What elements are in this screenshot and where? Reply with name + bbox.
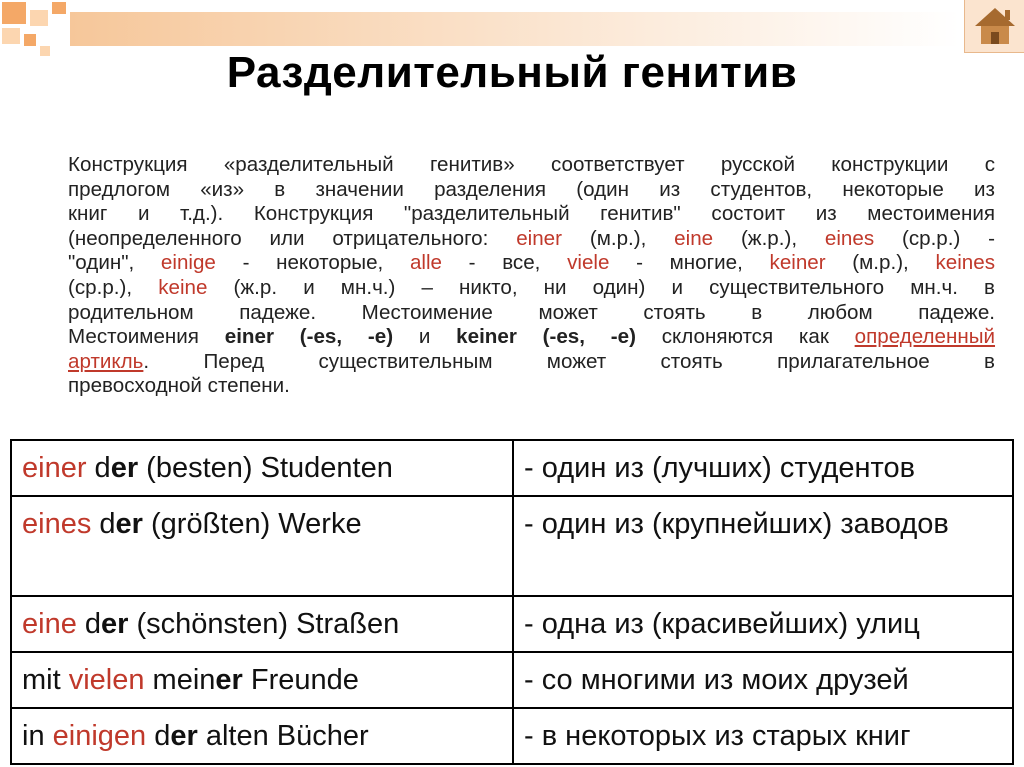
paragraph-line	[68, 325, 995, 350]
text-fragment: vielen	[68, 664, 145, 696]
text-fragment: - некоторые,	[215, 251, 410, 275]
text-fragment: (schönsten) Straßen	[128, 608, 400, 640]
text-fragment: eine	[22, 608, 77, 640]
text-fragment: (besten) Studenten	[138, 452, 393, 484]
text-fragment: d	[76, 608, 102, 640]
page-title: Разделительный генитив	[226, 48, 798, 97]
text-link[interactable]: артикль	[68, 349, 144, 373]
paragraph-line	[68, 202, 995, 227]
paragraph-line	[68, 178, 995, 203]
table-row	[11, 440, 1013, 496]
table-row	[11, 708, 1013, 764]
russian-translation-cell: - один из (лучших) студентов	[513, 440, 1013, 496]
text-fragment: viele	[567, 251, 610, 275]
text-fragment: einige	[160, 251, 216, 275]
text-fragment: - все,	[442, 251, 568, 275]
text-fragment: alle	[409, 251, 442, 275]
text-fragment: keiner	[769, 251, 826, 275]
description-paragraph	[68, 153, 995, 399]
text-fragment: (ж.р.),	[713, 226, 825, 250]
text-fragment: (ср.р.),	[68, 275, 159, 299]
text-fragment: (ср.р.) -	[874, 226, 996, 250]
paragraph-line	[68, 251, 995, 276]
text-fragment: mein	[144, 664, 216, 696]
text-fragment: (неопределенного или отрицательного:	[68, 226, 517, 250]
home-icon	[965, 0, 1024, 52]
text-fragment: eines	[824, 226, 875, 250]
text-fragment: склоняются как	[635, 325, 855, 349]
text-fragment: alten Bücher	[197, 720, 369, 752]
text-fragment: keine	[158, 275, 208, 299]
text-fragment: родительном падеже. Местоимение может стоять в любом падеже.	[68, 300, 995, 324]
german-phrase-cell	[11, 496, 513, 596]
text-fragment: keines	[935, 251, 995, 275]
text-link[interactable]: определенный	[854, 325, 996, 349]
text-fragment: "один",	[68, 251, 161, 275]
paragraph-line	[68, 153, 995, 178]
table-row	[11, 652, 1013, 708]
text-fragment: einer	[516, 226, 562, 250]
text-fragment: (м.р.),	[825, 251, 936, 275]
paragraph-line	[68, 301, 995, 326]
text-fragment: er	[110, 452, 139, 484]
russian-translation-cell: - со многими из моих друзей	[513, 652, 1013, 708]
text-fragment: in	[22, 720, 53, 752]
text-fragment: . Перед существительным может стоять прилагательное в	[143, 349, 995, 373]
german-phrase-cell	[11, 652, 513, 708]
paragraph-line	[68, 350, 995, 375]
text-fragment: Конструкция «разделительный генитив» соответствует русской конструкции с	[68, 153, 995, 176]
german-phrase-cell	[11, 440, 513, 496]
german-phrase-cell	[11, 708, 513, 764]
text-fragment: er	[115, 508, 143, 540]
text-fragment: Freunde	[242, 664, 359, 696]
decor-square	[24, 34, 36, 46]
decor-square	[2, 28, 20, 44]
german-phrase-cell	[11, 596, 513, 652]
examples-table	[10, 439, 1014, 765]
table-row	[11, 596, 1013, 652]
text-fragment: keiner (-es, -e)	[456, 325, 636, 349]
text-fragment: Местоимения	[68, 325, 225, 349]
text-fragment: d	[146, 720, 171, 752]
text-fragment: предлогом «из» в значении разделения (один из студентов, некоторые из	[68, 177, 995, 201]
text-fragment: превосходной степени.	[68, 374, 290, 398]
text-fragment: einer (-es, -e)	[224, 325, 394, 349]
paragraph-line	[68, 374, 995, 399]
paragraph-line	[68, 276, 995, 301]
text-fragment: (größten) Werke	[142, 508, 362, 540]
text-fragment: er	[170, 720, 198, 752]
text-fragment: er	[215, 664, 243, 696]
decor-square	[52, 2, 66, 14]
text-fragment: d	[86, 452, 111, 484]
text-fragment: mit	[22, 664, 69, 696]
header-band	[70, 12, 960, 46]
text-fragment: er	[101, 608, 129, 640]
text-fragment: einer	[22, 452, 87, 484]
text-fragment: einigen	[52, 720, 147, 752]
russian-translation-cell: - в некоторых из старых книг	[513, 708, 1013, 764]
russian-translation-cell: - одна из (красивейших) улиц	[513, 596, 1013, 652]
text-fragment: книг и т.д.). Конструкция "разделительный генитив" состоит из местоимения	[68, 202, 995, 226]
russian-translation-cell: - один из (крупнейших) заводов	[513, 496, 1013, 596]
text-fragment: (ж.р. и мн.ч.) – никто, ни один) и существительного мн.ч. в	[207, 275, 995, 299]
table-row	[11, 496, 1013, 596]
text-fragment: (м.р.),	[562, 226, 675, 250]
paragraph-line	[68, 227, 995, 252]
text-fragment: - многие,	[609, 251, 770, 275]
home-button[interactable]	[964, 0, 1024, 53]
text-fragment: и	[393, 325, 457, 349]
decor-square	[30, 10, 48, 26]
text-fragment: eine	[674, 226, 714, 250]
text-fragment: eines	[22, 508, 92, 540]
text-fragment: d	[91, 508, 116, 540]
decor-square	[2, 2, 26, 24]
